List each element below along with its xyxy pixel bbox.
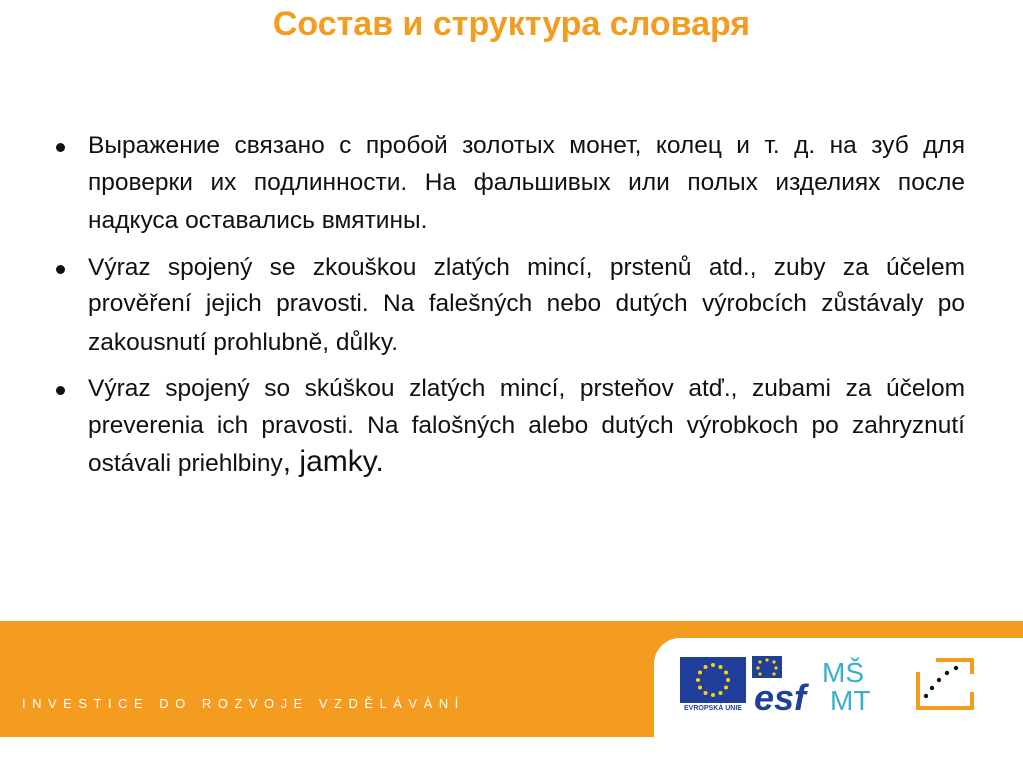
bullet-item [50,371,965,483]
eu-logo [680,657,746,715]
eu-flag-icon [680,657,746,703]
arrow-logo-icon [912,652,978,714]
svg-text:MT: MT [830,685,871,714]
svg-text:MŠ: MŠ [822,657,864,688]
esf-logo-text: esf [754,677,807,714]
bullet-item [50,250,965,362]
bullet-tail: , jamky. [282,445,384,478]
bullet-icon [56,386,65,395]
bullet-icon [56,143,65,152]
eu-logo-label: EVROPSKÁ UNIE [684,705,742,712]
bullet-list [50,128,965,493]
eu-star-icon [719,691,723,695]
bullet-text: Výraz spojený so skúškou zlatých mincí, prsteňov atď., zubami za účelom preverenia ich pravosti. Na falošných alebo dutých výrobkoch po zahryznutí ostávali priehlbiny [88,375,965,477]
bullet-item [50,128,965,240]
eu-star-icon [724,686,728,690]
eu-star-icon [726,678,730,682]
bullet-text: Выражение связано с пробой золотых монет, колец и т. д. на зуб для проверки их подлинности. На фальшивых или полых изделиях после надкуса оставались вмятины. [88,132,965,234]
eu-star-icon [696,678,700,682]
bullet-text: Výraz spojený se zkouškou zlatých mincí, prstenů atd., zuby za účelem prověření jejich pravosti. Na falešných nebo dutých výrobcích zůstávaly po zakousnutí prohlubně, důlky. [88,253,965,356]
msmt-logo [820,654,912,714]
eu-star-icon [719,665,723,669]
eu-star-icon [698,686,702,690]
eu-star-icon [704,665,708,669]
eu-star-icon [711,663,715,667]
bullet-icon [56,265,65,274]
footer-slogan: INVESTICE DO ROZVOJE VZDĚLÁVÁNÍ [22,696,465,711]
slide-title: Состав и структура словаря [272,5,751,43]
eu-star-icon [704,691,708,695]
esf-logo [752,656,818,714]
eu-star-icon [698,671,702,675]
eu-star-icon [711,693,715,697]
eu-star-icon [724,671,728,675]
